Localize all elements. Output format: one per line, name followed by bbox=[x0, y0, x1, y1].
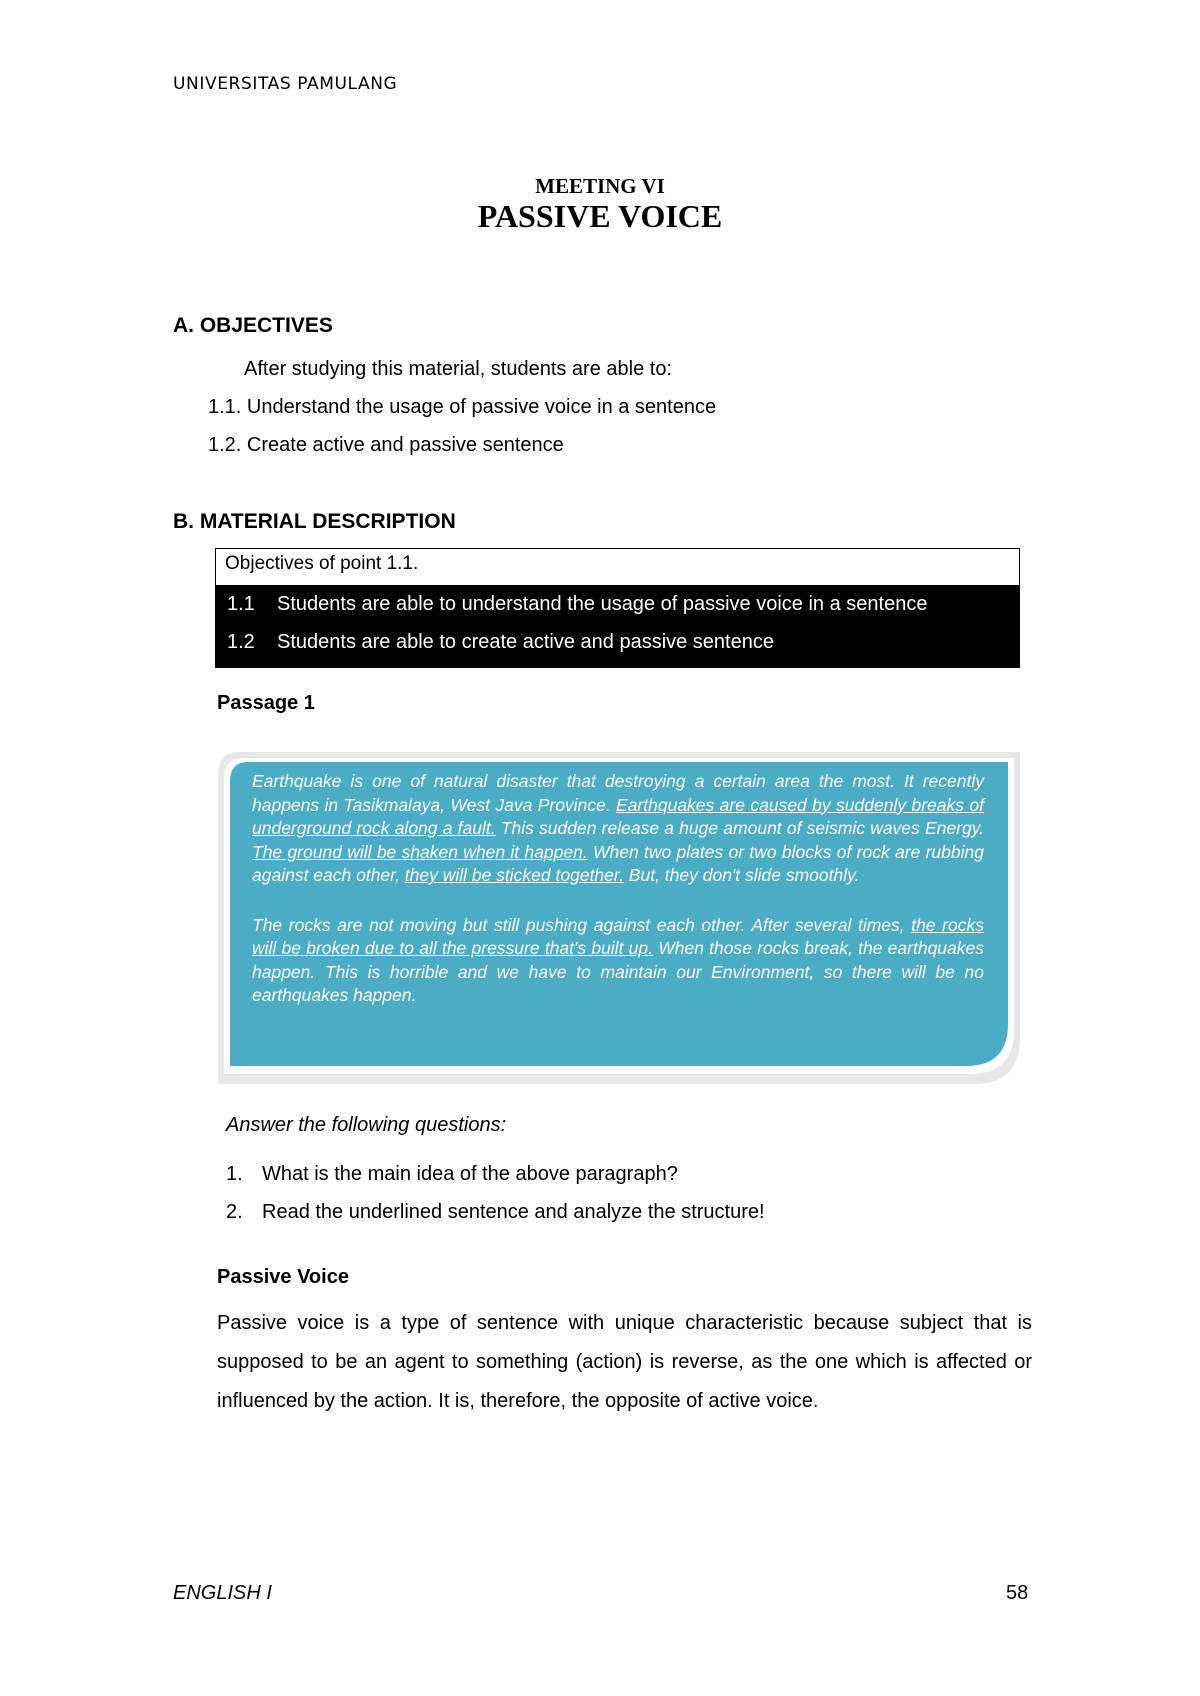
objectives-row-text: Students are able to understand the usage of passive voice in a sentence bbox=[277, 593, 928, 615]
objectives-intro: After studying this material, students are able to: bbox=[244, 358, 672, 380]
objectives-table-row bbox=[216, 623, 1019, 661]
objectives-row-number: 1.2 bbox=[227, 631, 255, 653]
passive-voice-heading: Passive Voice bbox=[217, 1266, 349, 1288]
passage-label: Passage 1 bbox=[217, 692, 315, 714]
questions-intro: Answer the following questions: bbox=[226, 1114, 507, 1136]
objective-item-2: 1.2. Create active and passive sentence bbox=[208, 434, 564, 456]
objectives-table bbox=[215, 548, 1020, 668]
meeting-label: MEETING VI bbox=[535, 174, 665, 198]
objectives-table-header: Objectives of point 1.1. bbox=[216, 549, 1019, 585]
list-item bbox=[226, 1155, 765, 1193]
passage-text-segment: But, they don't slide smoothly. bbox=[623, 865, 860, 885]
question-text: Read the underlined sentence and analyze the structure! bbox=[262, 1201, 765, 1223]
passage-box bbox=[214, 748, 1020, 1088]
underlined-sentence: Earthquakes are caused by suddenly breaks of underground rock along a fault. bbox=[252, 794, 984, 838]
material-heading: B. MATERIAL DESCRIPTION bbox=[173, 510, 456, 533]
question-number: 1. bbox=[226, 1163, 243, 1185]
question-text: What is the main idea of the above paragraph? bbox=[262, 1163, 678, 1185]
underlined-sentence: they will be sticked together. bbox=[404, 865, 624, 885]
passage-text-segment: The rocks are not moving but still pushing against each other. After several times, bbox=[252, 914, 912, 935]
list-item bbox=[226, 1193, 765, 1231]
objectives-heading: A. OBJECTIVES bbox=[173, 314, 333, 337]
passage-paragraph-2 bbox=[252, 914, 984, 1008]
objectives-table-row bbox=[216, 585, 1019, 623]
institution-header: UNIVERSITAS PAMULANG bbox=[173, 74, 398, 94]
passage-text bbox=[252, 770, 984, 1008]
footer-course: ENGLISH I bbox=[173, 1582, 272, 1604]
objectives-row-text: Students are able to create active and passive sentence bbox=[277, 631, 774, 653]
passive-voice-definition: Passive voice is a type of sentence with unique characteristic because subject that is supposed to be an agent to something (action) is reverse, as the one which is affected or influenced by the action. It is, therefore, the opposite of active voice. bbox=[217, 1312, 1032, 1412]
passage-text-segment: When those rocks break, the earthquakes happen. This is horrible and we have to maintain our Environment, so there will be no earthquakes happen. bbox=[252, 938, 984, 1005]
passage-text-segment: Earthquake is one of natural disaster that destroying a certain area the most. It recently happens in Tasikmalaya, West Java Province. bbox=[252, 771, 984, 815]
objective-item-1: 1.1. Understand the usage of passive voice in a sentence bbox=[208, 396, 717, 418]
question-number: 2. bbox=[226, 1201, 243, 1223]
questions-list bbox=[226, 1155, 765, 1231]
objectives-row-number: 1.1 bbox=[227, 593, 255, 615]
underlined-sentence: The ground will be shaken when it happen. bbox=[252, 841, 588, 862]
passage-paragraph-1 bbox=[252, 770, 984, 888]
passage-text-segment: When two plates or two blocks of rock are rubbing against each other, bbox=[252, 841, 984, 885]
passage-text-segment: This sudden release a huge amount of seismic waves Energy. bbox=[495, 818, 985, 838]
page-number: 58 bbox=[1006, 1582, 1029, 1604]
underlined-sentence: the rocks will be broken due to all the pressure that's built up. bbox=[252, 914, 984, 958]
page-title: PASSIVE VOICE bbox=[477, 198, 723, 234]
